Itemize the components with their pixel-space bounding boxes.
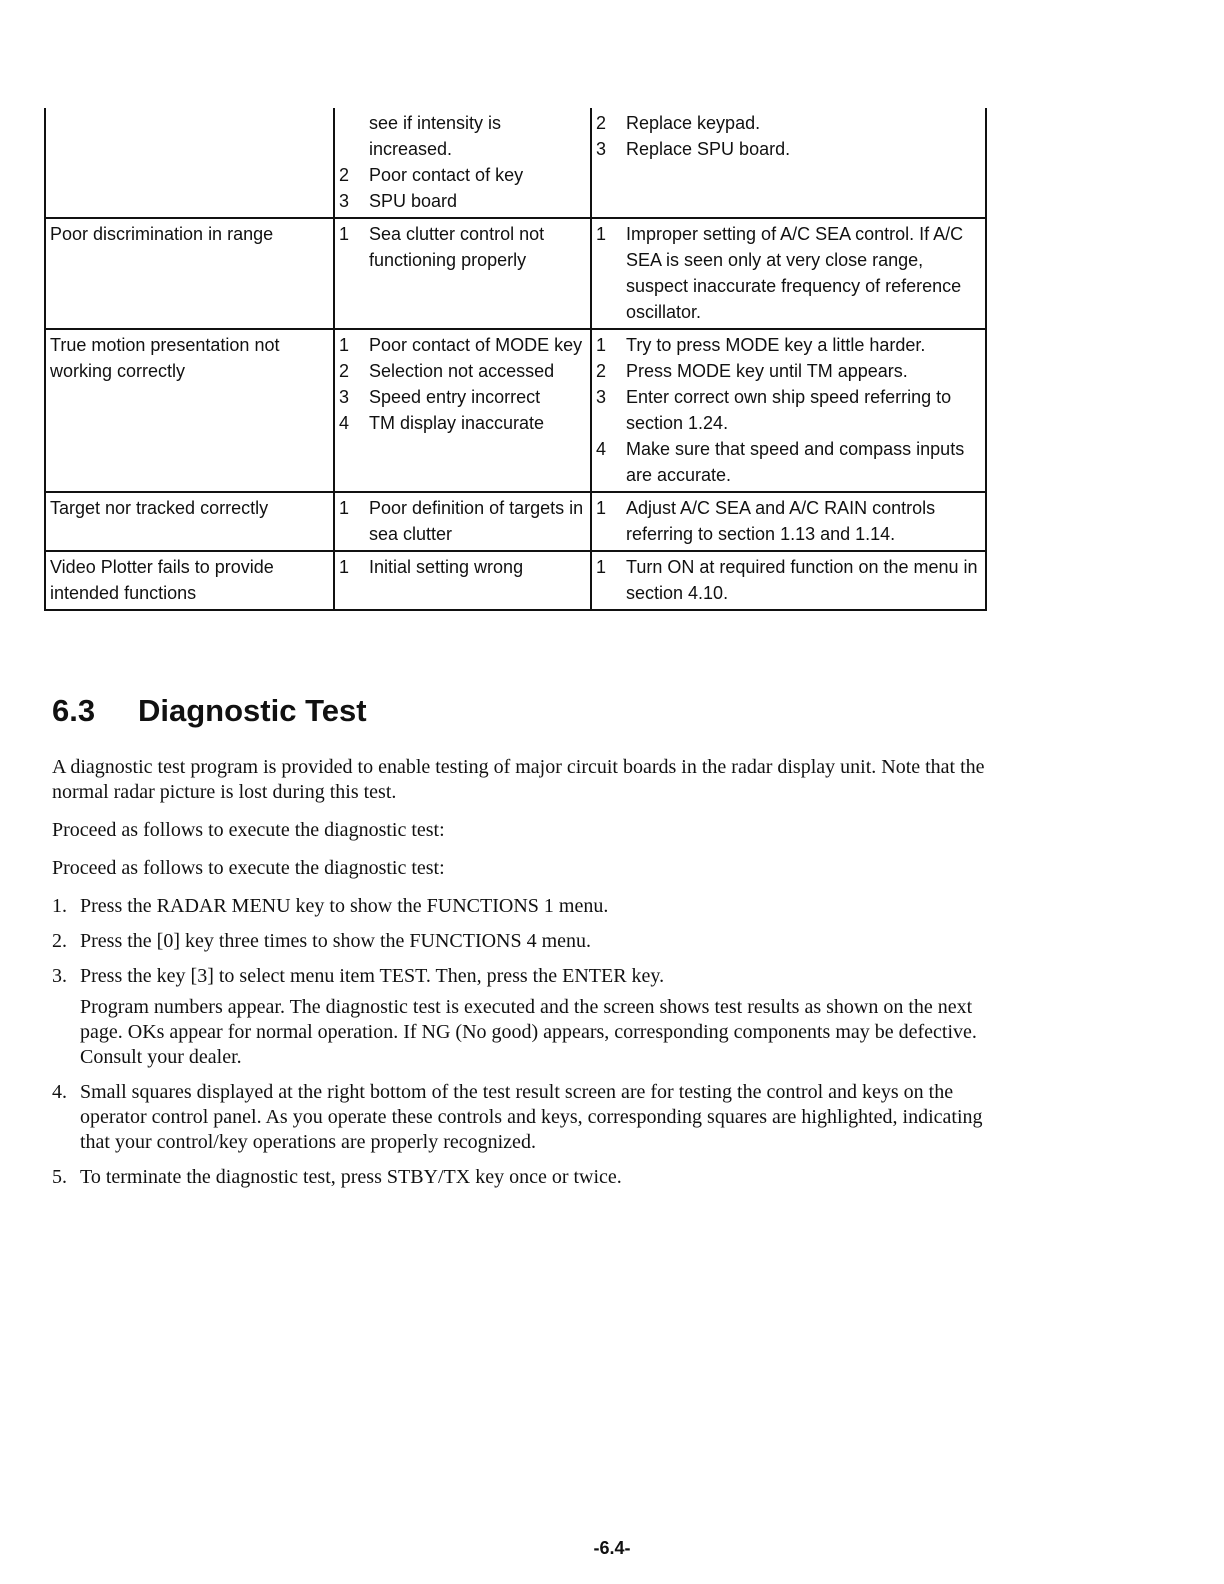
step-number: 4. [52,1081,67,1103]
cause-number: 1 [339,224,350,244]
symptom-cell: Video Plotter fails to provide intended functions [45,551,334,610]
step-number: 5. [52,1166,67,1188]
cause-text: SPU board [369,191,458,211]
remedy-cell [591,108,986,218]
symptom-cell [45,108,334,218]
step-text: Press the RADAR MENU key to show the FUNCTIONS 1 menu. [80,895,609,917]
remedy-item [596,110,981,136]
cause-text: Sea clutter control not functioning properly [369,224,545,270]
cause-number: 2 [339,361,350,381]
cause-number: 1 [339,498,350,518]
cause-item [339,332,586,358]
cause-number: 4 [339,413,350,433]
remedy-text: Replace keypad. [626,113,761,133]
cause-item [339,495,586,547]
cause-text: Initial setting wrong [369,557,524,577]
remedy-item [596,358,981,384]
cause-item [339,110,586,162]
cause-cell [334,329,591,492]
cause-item [339,188,586,214]
table-row [45,329,986,492]
page-number: -6.4- [593,1538,631,1558]
intro-paragraph: A diagnostic test program is provided to enable testing of major circuit boards in the radar display unit. Note that the normal radar picture is lost during this test. [52,756,985,803]
step-line [52,964,992,989]
step-item [52,894,992,919]
cause-item [339,384,586,410]
step-number: 1. [52,895,67,917]
cause-cell [334,551,591,610]
cause-text: Selection not accessed [369,361,555,381]
table-row [45,218,986,329]
remedy-text: Replace SPU board. [626,139,791,159]
cause-item [339,410,586,436]
step-note: Program numbers appear. The diagnostic test is executed and the screen shows test results as shown on the next page. OKs appear for normal operation. If NG (No good) appears, corresponding components may be defective. Consult your dealer. [80,996,977,1068]
procedure-intro: Proceed as follows to execute the diagnostic test: [52,819,445,841]
remedy-number: 1 [596,224,607,244]
remedy-item [596,221,981,325]
remedy-text: Try to press MODE key a little harder. [626,335,926,355]
cause-number: 3 [339,387,350,407]
remedy-text: Adjust A/C SEA and A/C RAIN controls referring to section 1.13 and 1.14. [626,498,936,544]
procedure-intro-repeat: Proceed as follows to execute the diagnostic test: [52,857,445,879]
cause-cell [334,492,591,551]
cause-text: Poor definition of targets in sea clutter [369,498,584,544]
remedy-number: 1 [596,557,607,577]
step-line [52,1080,992,1155]
cause-item [339,162,586,188]
remedy-text: Improper setting of A/C SEA control. If A/C SEA is seen only at very close range, suspect inaccurate frequency of reference oscillator. [626,224,964,322]
cause-number [339,110,369,162]
cause-text: Poor contact of key [369,165,524,185]
troubleshooting-table [44,108,987,611]
remedy-number: 4 [596,439,607,459]
cause-text: Speed entry incorrect [369,387,541,407]
remedy-text: Turn ON at required function on the menu in section 4.10. [626,557,978,603]
table-row [45,492,986,551]
remedy-number: 3 [596,139,607,159]
remedy-cell [591,218,986,329]
step-line [52,894,992,919]
remedy-item [596,554,981,606]
remedy-number: 1 [596,335,607,355]
section-number: 6.3 [52,693,96,728]
cause-cell [334,108,591,218]
remedy-cell [591,551,986,610]
procedure-steps [52,894,992,1190]
step-item [52,964,992,1070]
cause-item [339,554,586,580]
step-line [52,929,992,954]
step-line [52,1165,992,1190]
step-text: Press the [0] key three times to show the FUNCTIONS 4 menu. [80,930,592,952]
step-item [52,929,992,954]
cause-item [339,358,586,384]
remedy-cell [591,329,986,492]
symptom-cell: Target nor tracked correctly [45,492,334,551]
cause-text: TM display inaccurate [369,413,545,433]
cause-number: 3 [339,191,350,211]
remedy-number: 3 [596,387,607,407]
step-item [52,1080,992,1155]
step-number: 3. [52,965,67,987]
cause-number: 1 [339,335,350,355]
cause-number: 2 [339,165,350,185]
step-text: To terminate the diagnostic test, press STBY/TX key once or twice. [80,1166,622,1188]
remedy-cell [591,492,986,551]
step-item [52,1165,992,1190]
remedy-item [596,384,981,436]
remedy-text: Enter correct own ship speed referring to section 1.24. [626,387,952,433]
cause-cell [334,218,591,329]
symptom-cell: True motion presentation not working correctly [45,329,334,492]
troubleshooting-table-body [45,108,986,610]
cause-text: Poor contact of MODE key [369,335,583,355]
step-text: Small squares displayed at the right bottom of the test result screen are for testing the control and keys on the operator control panel. As you operate these controls and keys, corresponding squares are highlighted, indicating that your control/key operations are properly recognized. [80,1081,983,1153]
remedy-item [596,332,981,358]
section-title: Diagnostic Test [138,693,367,728]
section-body [52,755,992,1200]
remedy-item [596,436,981,488]
remedy-item [596,136,981,162]
step-number: 2. [52,930,67,952]
table-row [45,108,986,218]
cause-text: see if intensity is increased. [369,113,502,159]
step-text: Press the key [3] to select menu item TEST. Then, press the ENTER key. [80,965,665,987]
remedy-text: Make sure that speed and compass inputs are accurate. [626,439,965,485]
symptom-cell: Poor discrimination in range [45,218,334,329]
remedy-text: Press MODE key until TM appears. [626,361,908,381]
remedy-number: 1 [596,498,607,518]
remedy-number: 2 [596,361,607,381]
table-row [45,551,986,610]
section-heading [52,693,367,729]
cause-item [339,221,586,273]
remedy-number: 2 [596,113,607,133]
cause-number: 1 [339,557,350,577]
remedy-item [596,495,981,547]
